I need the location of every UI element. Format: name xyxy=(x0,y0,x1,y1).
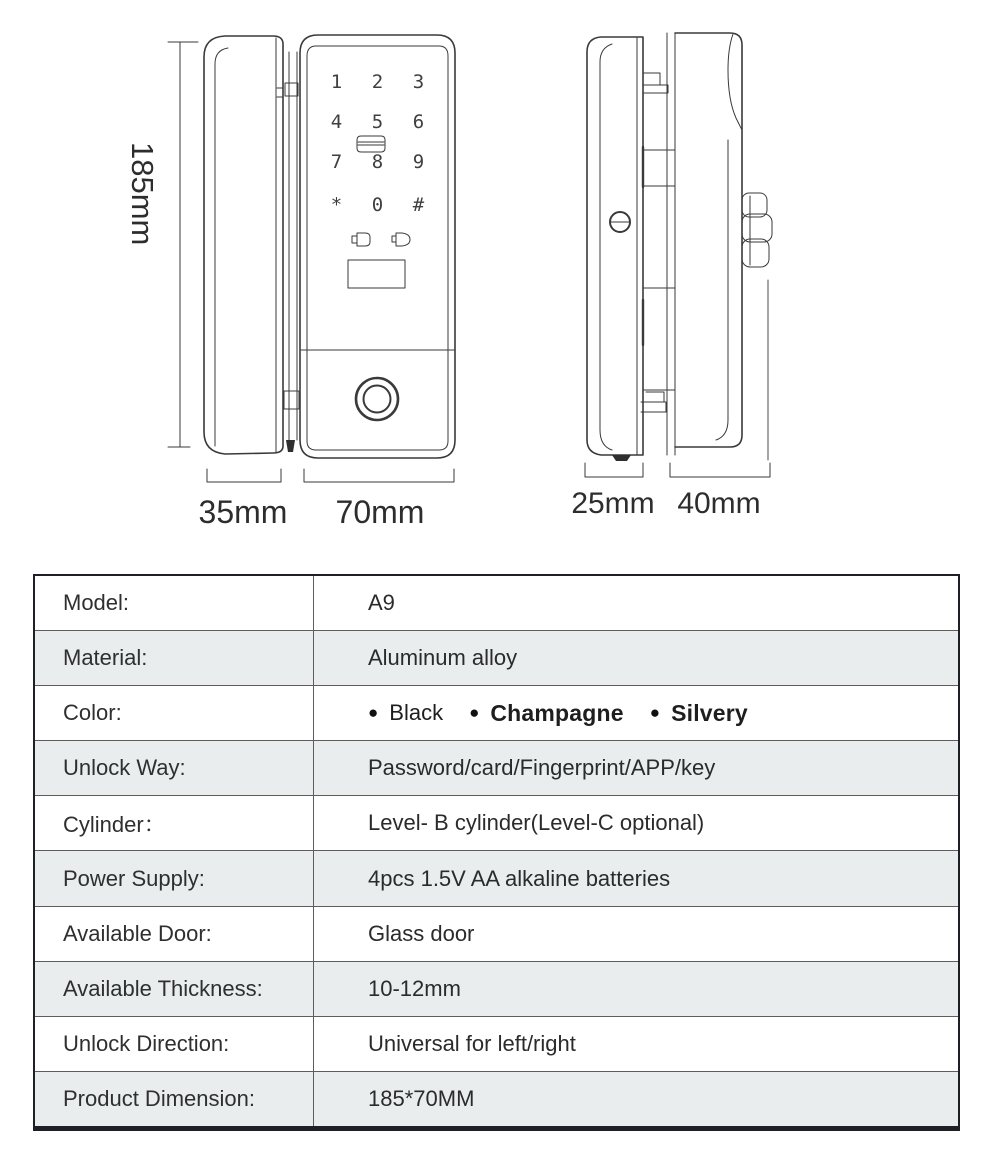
color-option xyxy=(650,700,748,727)
keypad-key: 4 xyxy=(330,111,343,133)
spec-label: Available Thickness: xyxy=(35,962,314,1016)
spec-label: Color: xyxy=(35,686,314,740)
color-bullet-icon: ● xyxy=(368,703,379,723)
keypad-key: 9 xyxy=(412,151,425,173)
spec-value: 4pcs 1.5V AA alkaline batteries xyxy=(368,865,671,891)
dimension-front-body-width-label: 70mm xyxy=(335,494,425,530)
display-window xyxy=(348,260,405,288)
keypad xyxy=(316,62,439,228)
spec-table xyxy=(33,574,960,1131)
side-view xyxy=(585,33,772,477)
spec-row xyxy=(35,795,958,850)
spec-label: Unlock Direction: xyxy=(35,1017,314,1071)
unlock-icon xyxy=(392,233,410,246)
spec-label: Material: xyxy=(35,631,314,685)
front-back-plate xyxy=(204,36,283,454)
fingerprint-scanner-icon xyxy=(356,378,398,420)
screw-icon xyxy=(610,212,630,232)
dimension-side-body-width-label: 40mm xyxy=(677,487,761,520)
spec-row xyxy=(35,1016,958,1071)
keypad-key: 0 xyxy=(371,194,384,216)
spec-label: Product Dimension: xyxy=(35,1072,314,1126)
color-name: Champagne xyxy=(490,699,624,726)
color-option xyxy=(368,700,443,726)
spec-value: Aluminum alloy xyxy=(368,645,518,671)
color-bullet-icon: ● xyxy=(469,703,480,723)
side-lock-body xyxy=(675,33,742,447)
spec-value: A9 xyxy=(368,590,395,616)
spec-value: 185*70MM xyxy=(368,1085,475,1111)
spec-value: Universal for left/right xyxy=(368,1030,576,1056)
keypad-key: 1 xyxy=(330,71,343,93)
keypad-key: 2 xyxy=(371,71,384,93)
spec-value xyxy=(314,686,958,740)
spec-row xyxy=(35,1071,958,1126)
spec-label: Unlock Way: xyxy=(35,741,314,795)
keypad-key: * xyxy=(330,194,343,216)
keypad-key: 7 xyxy=(330,151,343,173)
spec-row xyxy=(35,576,958,630)
side-center-strip xyxy=(641,33,675,455)
lock-icon xyxy=(352,233,370,246)
spec-row xyxy=(35,685,958,740)
keypad-key: # xyxy=(412,194,425,216)
spec-row xyxy=(35,740,958,795)
spec-label: Available Door: xyxy=(35,907,314,961)
dimension-front-left-width-label: 35mm xyxy=(198,494,288,530)
side-back-plate xyxy=(587,37,643,455)
spec-label: Cylinder： xyxy=(35,796,314,850)
spec-label: Model: xyxy=(35,576,314,630)
dimension-side-back-width-label: 25mm xyxy=(571,487,655,520)
spec-row xyxy=(35,906,958,961)
dimension-height-label: 185mm xyxy=(125,142,160,246)
keypad-key: 8 xyxy=(371,151,384,173)
spec-value: Password/card/Fingerprint/APP/key xyxy=(368,755,716,781)
color-bullet-icon: ● xyxy=(649,703,661,723)
keypad-key: 5 xyxy=(371,111,384,133)
color-name: Silvery xyxy=(671,699,748,726)
technical-drawing xyxy=(0,0,1000,560)
keypad-key: 6 xyxy=(412,111,425,133)
spec-row xyxy=(35,961,958,1016)
spec-row xyxy=(35,850,958,905)
color-option xyxy=(469,700,624,727)
hinge-strip xyxy=(284,52,299,452)
spec-value: Level- B cylinder(Level-C optional) xyxy=(368,810,705,836)
color-name: Black xyxy=(389,700,444,726)
spec-label: Power Supply: xyxy=(35,851,314,905)
keypad-key: 3 xyxy=(412,71,425,93)
spec-value: Glass door xyxy=(368,920,475,946)
thumbturn-knob xyxy=(742,193,772,267)
spec-value: 10-12mm xyxy=(368,975,461,1001)
spec-row xyxy=(35,630,958,685)
